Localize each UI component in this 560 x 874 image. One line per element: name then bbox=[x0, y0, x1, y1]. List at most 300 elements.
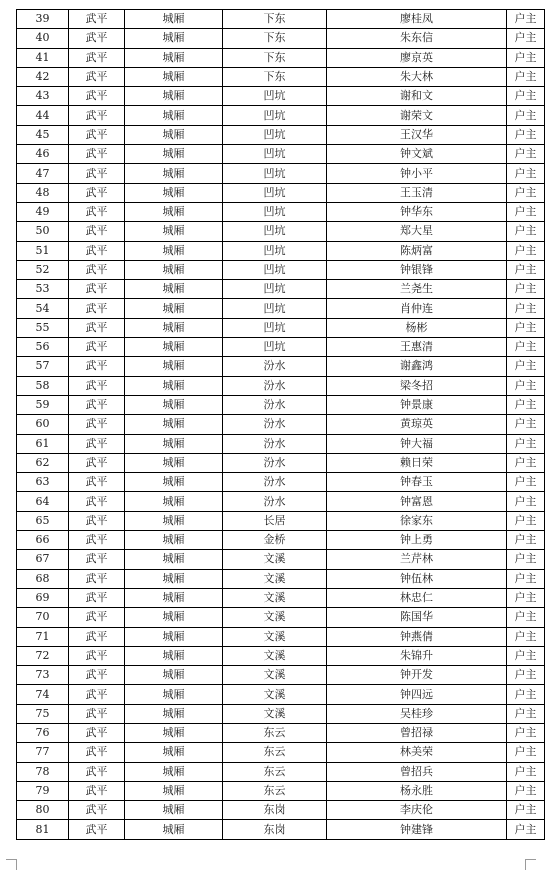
cell-role: 户主 bbox=[507, 10, 545, 29]
cell-village: 东云 bbox=[223, 723, 327, 742]
cell-role: 户主 bbox=[507, 608, 545, 627]
cell-village: 东岗 bbox=[223, 820, 327, 839]
cell-town: 城厢 bbox=[125, 646, 223, 665]
cell-index: 42 bbox=[17, 67, 69, 86]
cell-village: 凹坑 bbox=[223, 87, 327, 106]
cell-county: 武平 bbox=[69, 125, 125, 144]
cell-town: 城厢 bbox=[125, 453, 223, 472]
cell-town: 城厢 bbox=[125, 10, 223, 29]
table-row bbox=[17, 338, 545, 357]
cell-name: 王玉清 bbox=[327, 183, 507, 202]
cell-village: 金桥 bbox=[223, 531, 327, 550]
cell-village: 下东 bbox=[223, 48, 327, 67]
cell-town: 城厢 bbox=[125, 723, 223, 742]
cell-name: 钟开发 bbox=[327, 666, 507, 685]
cell-index: 73 bbox=[17, 666, 69, 685]
cell-role: 户主 bbox=[507, 453, 545, 472]
cell-name: 钟华东 bbox=[327, 202, 507, 221]
cell-name: 钟文斌 bbox=[327, 145, 507, 164]
cell-index: 72 bbox=[17, 646, 69, 665]
cell-village: 凹坑 bbox=[223, 183, 327, 202]
cell-name: 梁冬招 bbox=[327, 376, 507, 395]
cell-role: 户主 bbox=[507, 820, 545, 839]
table-row bbox=[17, 434, 545, 453]
table-row bbox=[17, 280, 545, 299]
cell-index: 80 bbox=[17, 801, 69, 820]
cell-town: 城厢 bbox=[125, 183, 223, 202]
table-row bbox=[17, 627, 545, 646]
cell-town: 城厢 bbox=[125, 357, 223, 376]
table-row bbox=[17, 511, 545, 530]
table-row bbox=[17, 164, 545, 183]
cell-name: 李庆伦 bbox=[327, 801, 507, 820]
cell-index: 76 bbox=[17, 723, 69, 742]
cell-county: 武平 bbox=[69, 704, 125, 723]
cell-index: 64 bbox=[17, 492, 69, 511]
cell-county: 武平 bbox=[69, 222, 125, 241]
cell-village: 下东 bbox=[223, 10, 327, 29]
cell-index: 56 bbox=[17, 338, 69, 357]
cell-county: 武平 bbox=[69, 299, 125, 318]
cell-index: 65 bbox=[17, 511, 69, 530]
cell-village: 汾水 bbox=[223, 357, 327, 376]
cell-county: 武平 bbox=[69, 87, 125, 106]
cell-name: 钟银锋 bbox=[327, 260, 507, 279]
cell-index: 81 bbox=[17, 820, 69, 839]
cell-role: 户主 bbox=[507, 569, 545, 588]
cell-county: 武平 bbox=[69, 29, 125, 48]
table-row bbox=[17, 357, 545, 376]
cell-village: 汾水 bbox=[223, 395, 327, 414]
cell-role: 户主 bbox=[507, 183, 545, 202]
table-row bbox=[17, 415, 545, 434]
table-row bbox=[17, 820, 545, 839]
cell-county: 武平 bbox=[69, 511, 125, 530]
cell-town: 城厢 bbox=[125, 87, 223, 106]
cell-index: 60 bbox=[17, 415, 69, 434]
cell-role: 户主 bbox=[507, 415, 545, 434]
cell-role: 户主 bbox=[507, 531, 545, 550]
cell-index: 47 bbox=[17, 164, 69, 183]
cell-index: 69 bbox=[17, 588, 69, 607]
cell-role: 户主 bbox=[507, 260, 545, 279]
cell-role: 户主 bbox=[507, 550, 545, 569]
cell-name: 钟景康 bbox=[327, 395, 507, 414]
cell-name: 钟大福 bbox=[327, 434, 507, 453]
cell-name: 徐家东 bbox=[327, 511, 507, 530]
cell-village: 东云 bbox=[223, 762, 327, 781]
cell-village: 文溪 bbox=[223, 550, 327, 569]
cell-index: 67 bbox=[17, 550, 69, 569]
table-row bbox=[17, 106, 545, 125]
cell-role: 户主 bbox=[507, 492, 545, 511]
cell-name: 朱东信 bbox=[327, 29, 507, 48]
cell-role: 户主 bbox=[507, 48, 545, 67]
cell-role: 户主 bbox=[507, 318, 545, 337]
table-row bbox=[17, 531, 545, 550]
cell-county: 武平 bbox=[69, 801, 125, 820]
cell-village: 凹坑 bbox=[223, 241, 327, 260]
table-row bbox=[17, 299, 545, 318]
table-row bbox=[17, 588, 545, 607]
cell-name: 朱大林 bbox=[327, 67, 507, 86]
cell-county: 武平 bbox=[69, 48, 125, 67]
cell-village: 凹坑 bbox=[223, 338, 327, 357]
cell-index: 46 bbox=[17, 145, 69, 164]
table-row bbox=[17, 666, 545, 685]
cell-name: 曾招兵 bbox=[327, 762, 507, 781]
cell-county: 武平 bbox=[69, 781, 125, 800]
cell-county: 武平 bbox=[69, 183, 125, 202]
cell-county: 武平 bbox=[69, 723, 125, 742]
cell-village: 文溪 bbox=[223, 704, 327, 723]
table-row bbox=[17, 87, 545, 106]
cell-county: 武平 bbox=[69, 588, 125, 607]
cell-town: 城厢 bbox=[125, 801, 223, 820]
cell-town: 城厢 bbox=[125, 125, 223, 144]
table-row bbox=[17, 222, 545, 241]
cell-role: 户主 bbox=[507, 781, 545, 800]
cell-village: 凹坑 bbox=[223, 164, 327, 183]
cell-name: 兰芹林 bbox=[327, 550, 507, 569]
table-row bbox=[17, 48, 545, 67]
cell-village: 文溪 bbox=[223, 627, 327, 646]
cell-village: 东云 bbox=[223, 781, 327, 800]
cell-name: 钟小平 bbox=[327, 164, 507, 183]
cell-town: 城厢 bbox=[125, 376, 223, 395]
cell-role: 户主 bbox=[507, 125, 545, 144]
cell-town: 城厢 bbox=[125, 145, 223, 164]
cell-name: 郑大星 bbox=[327, 222, 507, 241]
cell-index: 77 bbox=[17, 743, 69, 762]
table-row bbox=[17, 646, 545, 665]
cell-county: 武平 bbox=[69, 820, 125, 839]
cell-village: 汾水 bbox=[223, 415, 327, 434]
cell-village: 凹坑 bbox=[223, 202, 327, 221]
cell-role: 户主 bbox=[507, 666, 545, 685]
cell-name: 廖桂凤 bbox=[327, 10, 507, 29]
table-row bbox=[17, 762, 545, 781]
table-row bbox=[17, 241, 545, 260]
cell-town: 城厢 bbox=[125, 820, 223, 839]
cell-name: 黄琼英 bbox=[327, 415, 507, 434]
cell-village: 凹坑 bbox=[223, 318, 327, 337]
cell-town: 城厢 bbox=[125, 106, 223, 125]
cell-index: 53 bbox=[17, 280, 69, 299]
cell-village: 文溪 bbox=[223, 646, 327, 665]
cell-role: 户主 bbox=[507, 395, 545, 414]
cell-index: 52 bbox=[17, 260, 69, 279]
table-row bbox=[17, 260, 545, 279]
cell-village: 汾水 bbox=[223, 376, 327, 395]
cell-town: 城厢 bbox=[125, 260, 223, 279]
cell-county: 武平 bbox=[69, 145, 125, 164]
cell-role: 户主 bbox=[507, 801, 545, 820]
cell-name: 林忠仁 bbox=[327, 588, 507, 607]
cell-county: 武平 bbox=[69, 376, 125, 395]
cell-village: 东岗 bbox=[223, 801, 327, 820]
table-row bbox=[17, 569, 545, 588]
cell-role: 户主 bbox=[507, 87, 545, 106]
cell-index: 78 bbox=[17, 762, 69, 781]
cell-role: 户主 bbox=[507, 473, 545, 492]
table-row bbox=[17, 801, 545, 820]
cell-village: 凹坑 bbox=[223, 260, 327, 279]
cell-name: 廖京英 bbox=[327, 48, 507, 67]
cell-name: 林美荣 bbox=[327, 743, 507, 762]
cell-village: 汾水 bbox=[223, 453, 327, 472]
cell-role: 户主 bbox=[507, 145, 545, 164]
cell-county: 武平 bbox=[69, 453, 125, 472]
cell-name: 谢荣文 bbox=[327, 106, 507, 125]
cell-name: 王惠清 bbox=[327, 338, 507, 357]
cell-role: 户主 bbox=[507, 106, 545, 125]
cell-village: 文溪 bbox=[223, 588, 327, 607]
cell-town: 城厢 bbox=[125, 222, 223, 241]
cell-town: 城厢 bbox=[125, 666, 223, 685]
cell-county: 武平 bbox=[69, 762, 125, 781]
cell-index: 41 bbox=[17, 48, 69, 67]
cell-village: 凹坑 bbox=[223, 125, 327, 144]
cell-county: 武平 bbox=[69, 106, 125, 125]
table-row bbox=[17, 781, 545, 800]
table-row bbox=[17, 67, 545, 86]
cell-county: 武平 bbox=[69, 395, 125, 414]
cell-county: 武平 bbox=[69, 260, 125, 279]
cell-name: 杨彬 bbox=[327, 318, 507, 337]
cell-name: 钟富恩 bbox=[327, 492, 507, 511]
cell-role: 户主 bbox=[507, 762, 545, 781]
cell-role: 户主 bbox=[507, 646, 545, 665]
cell-name: 朱锦升 bbox=[327, 646, 507, 665]
cell-name: 赖日荣 bbox=[327, 453, 507, 472]
cell-role: 户主 bbox=[507, 743, 545, 762]
cell-town: 城厢 bbox=[125, 473, 223, 492]
cell-index: 39 bbox=[17, 10, 69, 29]
cell-role: 户主 bbox=[507, 29, 545, 48]
cell-index: 40 bbox=[17, 29, 69, 48]
table-row bbox=[17, 743, 545, 762]
cell-county: 武平 bbox=[69, 685, 125, 704]
cell-index: 63 bbox=[17, 473, 69, 492]
cell-index: 43 bbox=[17, 87, 69, 106]
cell-index: 45 bbox=[17, 125, 69, 144]
cell-town: 城厢 bbox=[125, 415, 223, 434]
cell-county: 武平 bbox=[69, 550, 125, 569]
cell-index: 75 bbox=[17, 704, 69, 723]
cell-name: 陈国华 bbox=[327, 608, 507, 627]
cell-role: 户主 bbox=[507, 164, 545, 183]
cell-county: 武平 bbox=[69, 473, 125, 492]
cell-name: 谢和文 bbox=[327, 87, 507, 106]
cell-town: 城厢 bbox=[125, 318, 223, 337]
cell-town: 城厢 bbox=[125, 569, 223, 588]
cell-town: 城厢 bbox=[125, 762, 223, 781]
cell-village: 凹坑 bbox=[223, 299, 327, 318]
cell-index: 48 bbox=[17, 183, 69, 202]
cell-index: 70 bbox=[17, 608, 69, 627]
cell-village: 凹坑 bbox=[223, 222, 327, 241]
cell-county: 武平 bbox=[69, 608, 125, 627]
table-row bbox=[17, 473, 545, 492]
table-row bbox=[17, 550, 545, 569]
cell-village: 凹坑 bbox=[223, 106, 327, 125]
cell-index: 44 bbox=[17, 106, 69, 125]
cell-role: 户主 bbox=[507, 280, 545, 299]
cell-town: 城厢 bbox=[125, 48, 223, 67]
cell-name: 曾招禄 bbox=[327, 723, 507, 742]
cell-name: 杨永胜 bbox=[327, 781, 507, 800]
cell-county: 武平 bbox=[69, 743, 125, 762]
cell-county: 武平 bbox=[69, 318, 125, 337]
table-row bbox=[17, 318, 545, 337]
cell-county: 武平 bbox=[69, 164, 125, 183]
cell-role: 户主 bbox=[507, 723, 545, 742]
cell-county: 武平 bbox=[69, 241, 125, 260]
cell-index: 58 bbox=[17, 376, 69, 395]
cell-index: 61 bbox=[17, 434, 69, 453]
cell-role: 户主 bbox=[507, 241, 545, 260]
cell-town: 城厢 bbox=[125, 29, 223, 48]
cell-county: 武平 bbox=[69, 10, 125, 29]
cell-town: 城厢 bbox=[125, 531, 223, 550]
cell-county: 武平 bbox=[69, 531, 125, 550]
cell-name: 钟伍林 bbox=[327, 569, 507, 588]
cell-town: 城厢 bbox=[125, 608, 223, 627]
cell-town: 城厢 bbox=[125, 241, 223, 260]
cell-town: 城厢 bbox=[125, 280, 223, 299]
cell-role: 户主 bbox=[507, 685, 545, 704]
cell-index: 62 bbox=[17, 453, 69, 472]
table-row bbox=[17, 453, 545, 472]
table-row bbox=[17, 202, 545, 221]
cell-town: 城厢 bbox=[125, 338, 223, 357]
cell-county: 武平 bbox=[69, 415, 125, 434]
cell-role: 户主 bbox=[507, 588, 545, 607]
cell-index: 66 bbox=[17, 531, 69, 550]
cell-role: 户主 bbox=[507, 67, 545, 86]
cell-town: 城厢 bbox=[125, 67, 223, 86]
cell-town: 城厢 bbox=[125, 492, 223, 511]
table-row bbox=[17, 723, 545, 742]
cell-name: 谢鑫鸿 bbox=[327, 357, 507, 376]
cell-village: 下东 bbox=[223, 67, 327, 86]
cell-role: 户主 bbox=[507, 704, 545, 723]
cell-name: 肖仲连 bbox=[327, 299, 507, 318]
cell-village: 下东 bbox=[223, 29, 327, 48]
cell-town: 城厢 bbox=[125, 299, 223, 318]
cell-village: 东云 bbox=[223, 743, 327, 762]
cell-county: 武平 bbox=[69, 627, 125, 646]
cell-role: 户主 bbox=[507, 338, 545, 357]
cell-county: 武平 bbox=[69, 280, 125, 299]
table-row bbox=[17, 492, 545, 511]
cell-role: 户主 bbox=[507, 299, 545, 318]
cell-index: 74 bbox=[17, 685, 69, 704]
cell-town: 城厢 bbox=[125, 685, 223, 704]
cell-role: 户主 bbox=[507, 434, 545, 453]
cell-village: 文溪 bbox=[223, 569, 327, 588]
cell-name: 陈炳富 bbox=[327, 241, 507, 260]
cell-name: 钟四远 bbox=[327, 685, 507, 704]
cell-county: 武平 bbox=[69, 202, 125, 221]
cell-town: 城厢 bbox=[125, 704, 223, 723]
cell-village: 汾水 bbox=[223, 492, 327, 511]
cell-county: 武平 bbox=[69, 338, 125, 357]
household-table bbox=[16, 9, 545, 840]
cell-name: 吴桂珍 bbox=[327, 704, 507, 723]
cell-role: 户主 bbox=[507, 376, 545, 395]
cell-role: 户主 bbox=[507, 627, 545, 646]
cell-role: 户主 bbox=[507, 222, 545, 241]
table-row bbox=[17, 10, 545, 29]
cell-index: 55 bbox=[17, 318, 69, 337]
cell-county: 武平 bbox=[69, 666, 125, 685]
cell-county: 武平 bbox=[69, 569, 125, 588]
cell-county: 武平 bbox=[69, 646, 125, 665]
cell-village: 凹坑 bbox=[223, 280, 327, 299]
table-row bbox=[17, 145, 545, 164]
table-row bbox=[17, 125, 545, 144]
table-row bbox=[17, 376, 545, 395]
cell-town: 城厢 bbox=[125, 588, 223, 607]
cell-county: 武平 bbox=[69, 67, 125, 86]
table-row bbox=[17, 704, 545, 723]
cell-index: 51 bbox=[17, 241, 69, 260]
table-row bbox=[17, 183, 545, 202]
cell-index: 49 bbox=[17, 202, 69, 221]
cell-role: 户主 bbox=[507, 511, 545, 530]
cell-town: 城厢 bbox=[125, 434, 223, 453]
cell-name: 钟建锋 bbox=[327, 820, 507, 839]
cell-role: 户主 bbox=[507, 202, 545, 221]
cell-town: 城厢 bbox=[125, 164, 223, 183]
cell-name: 兰尧生 bbox=[327, 280, 507, 299]
table-body bbox=[17, 10, 545, 840]
table-row bbox=[17, 685, 545, 704]
cell-town: 城厢 bbox=[125, 550, 223, 569]
page-corner-mark bbox=[525, 859, 536, 870]
cell-village: 凹坑 bbox=[223, 145, 327, 164]
cell-village: 文溪 bbox=[223, 685, 327, 704]
cell-town: 城厢 bbox=[125, 627, 223, 646]
cell-name: 王汉华 bbox=[327, 125, 507, 144]
cell-town: 城厢 bbox=[125, 743, 223, 762]
cell-town: 城厢 bbox=[125, 781, 223, 800]
table-row bbox=[17, 395, 545, 414]
cell-village: 文溪 bbox=[223, 666, 327, 685]
table-row bbox=[17, 29, 545, 48]
cell-index: 50 bbox=[17, 222, 69, 241]
cell-index: 57 bbox=[17, 357, 69, 376]
cell-name: 钟春玉 bbox=[327, 473, 507, 492]
cell-name: 钟燕倩 bbox=[327, 627, 507, 646]
cell-town: 城厢 bbox=[125, 202, 223, 221]
cell-index: 59 bbox=[17, 395, 69, 414]
cell-index: 54 bbox=[17, 299, 69, 318]
cell-village: 汾水 bbox=[223, 434, 327, 453]
page-corner-mark bbox=[6, 859, 17, 870]
table-row bbox=[17, 608, 545, 627]
cell-name: 钟上勇 bbox=[327, 531, 507, 550]
cell-index: 79 bbox=[17, 781, 69, 800]
cell-village: 汾水 bbox=[223, 473, 327, 492]
cell-county: 武平 bbox=[69, 492, 125, 511]
cell-village: 文溪 bbox=[223, 608, 327, 627]
cell-town: 城厢 bbox=[125, 511, 223, 530]
cell-county: 武平 bbox=[69, 434, 125, 453]
cell-role: 户主 bbox=[507, 357, 545, 376]
